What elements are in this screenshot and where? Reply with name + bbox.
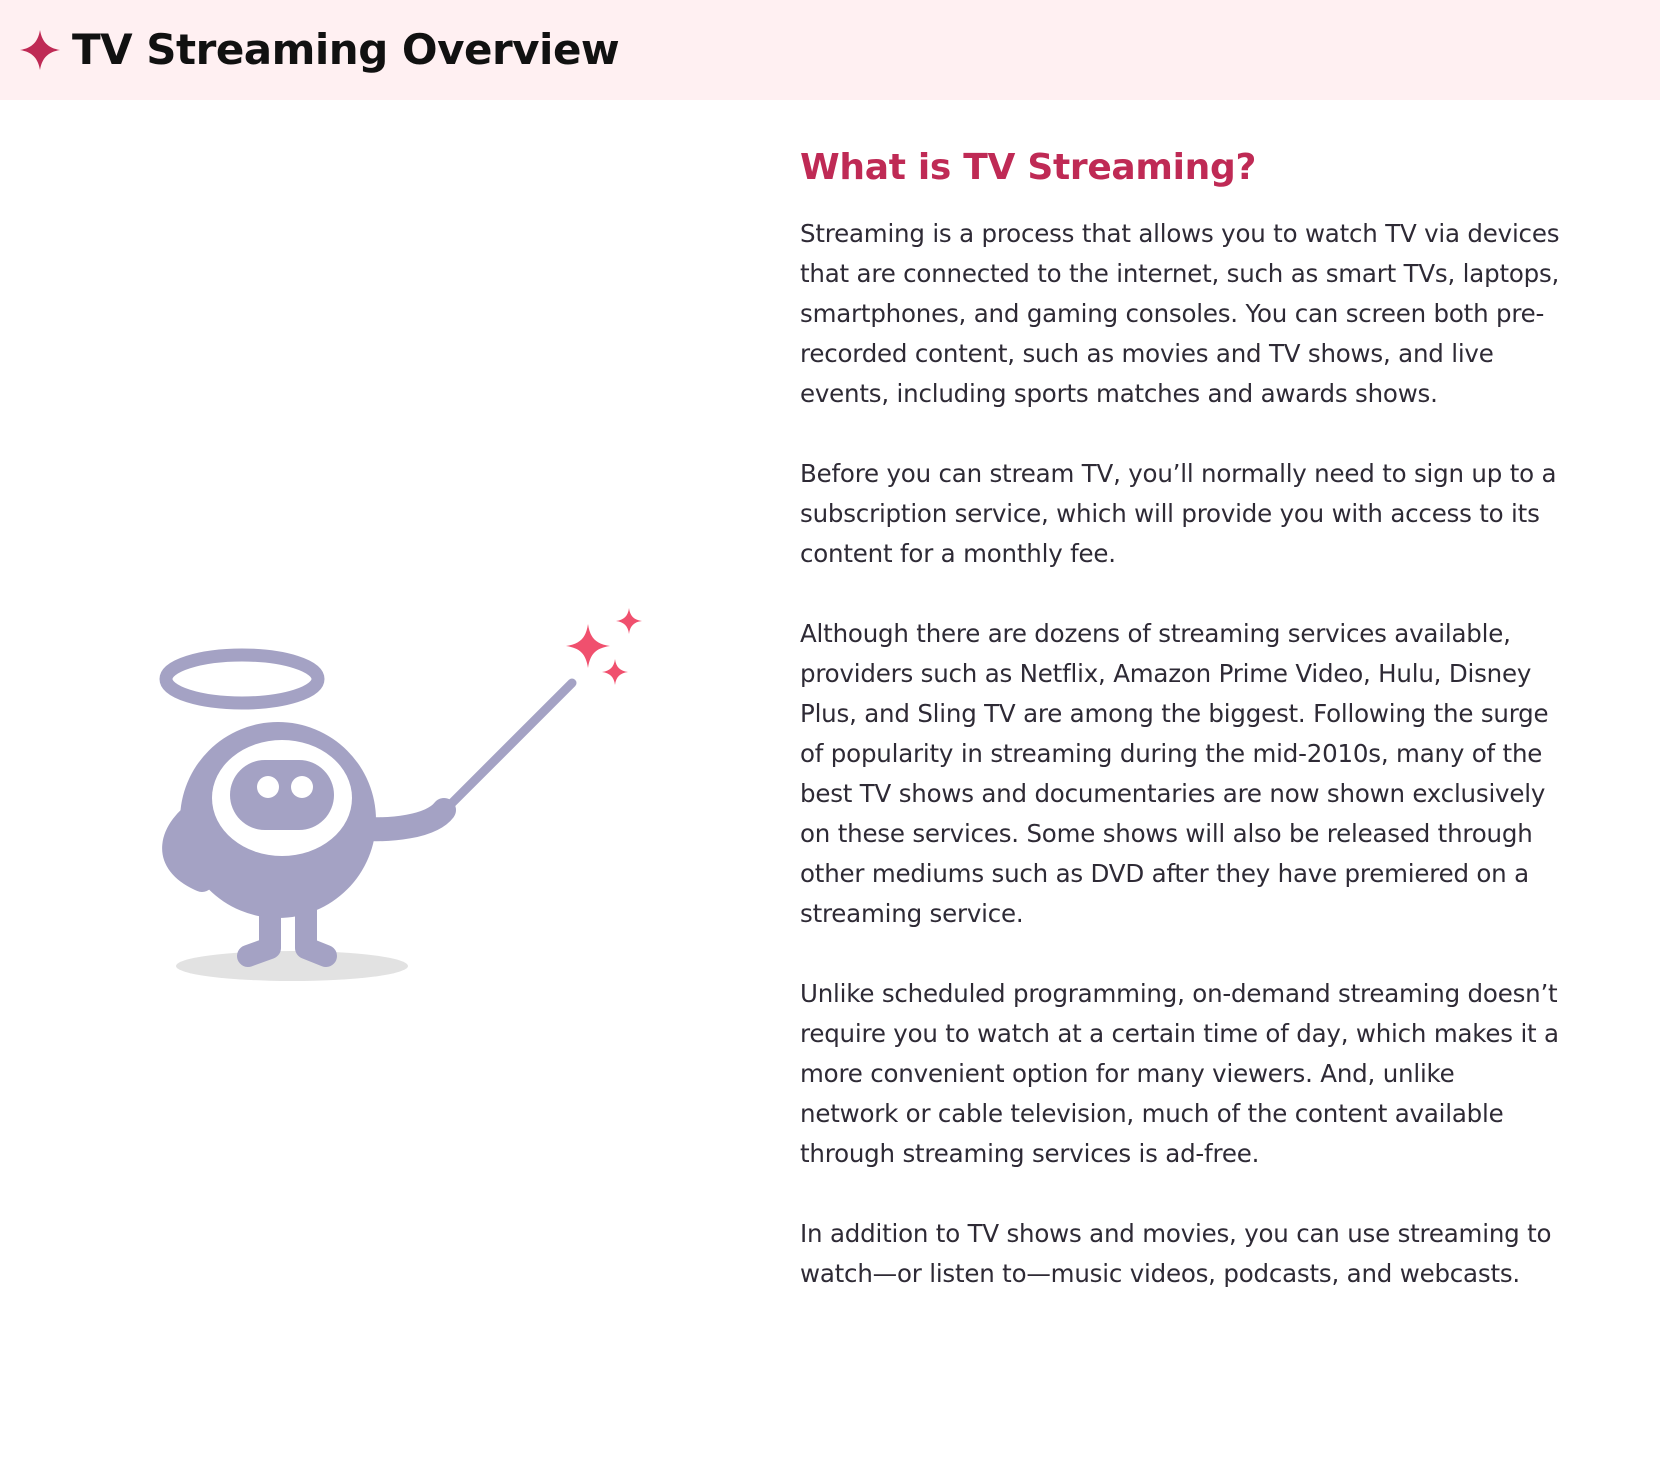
mascot-face	[230, 760, 334, 830]
wand-sparkle-large	[566, 624, 610, 668]
article	[800, 140, 1560, 1334]
section-heading: What is TV Streaming?	[800, 147, 1257, 188]
sparkle-icon	[18, 28, 62, 72]
mascot-left-eye	[257, 776, 279, 798]
mascot-shadow	[176, 951, 408, 981]
paragraph-1: Streaming is a process that allows you to watch TV via devices that are connected to the internet, such as smart TVs, laptops, smartphones, and gaming consoles. You can screen both pre-recorded content, such as movies and TV shows, and live events, including sports matches and awards shows.	[800, 219, 1560, 408]
paragraph-2: Before you can stream TV, you’ll normally need to sign up to a subscription service, which will provide you with access to its content for a monthly fee.	[800, 459, 1557, 568]
robot-mascot-with-wand-icon	[140, 600, 660, 1000]
paragraph-4: Unlike scheduled programming, on-demand streaming doesn’t require you to watch at a certain time of day, which makes it a more convenient option for many viewers. And, unlike network or cable television, much of the content available through streaming services is ad-free.	[800, 979, 1559, 1168]
wand	[450, 683, 572, 805]
page-title: TV Streaming Overview	[72, 25, 620, 74]
page-header	[0, 0, 1660, 100]
paragraph-3: Although there are dozens of streaming services available, providers such as Netflix, Amazon Prime Video, Hulu, Disney Plus, and Sling TV are among the biggest. Following the surge of popularity in streaming during the mid-2010s, many of the best TV shows and documentaries are now shown exclusively on these services. Some shows will also be released through other mediums such as DVD after they have premiered on a streaming service.	[800, 619, 1549, 928]
wand-sparkle-bottom	[602, 659, 628, 685]
halo	[166, 655, 318, 703]
mascot-right-eye	[291, 776, 313, 798]
wand-sparkle-top	[616, 608, 642, 634]
paragraph-5: In addition to TV shows and movies, you can use streaming to watch—or listen to—music videos, podcasts, and webcasts.	[800, 1219, 1552, 1288]
